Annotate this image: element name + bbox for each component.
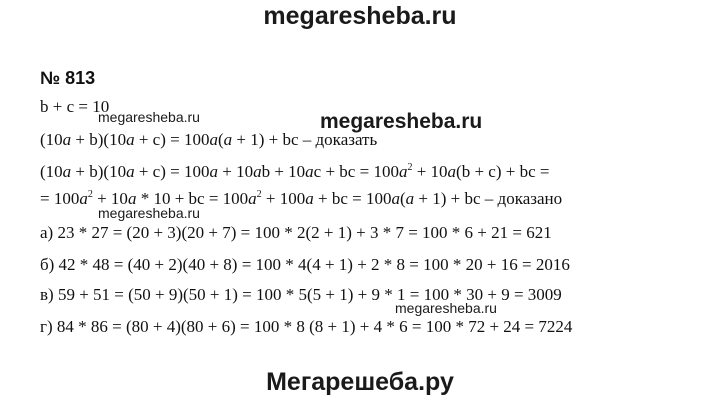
prove-line: (10a + b)(10a + c) = 100a(a + 1) + bc – доказать — [40, 130, 378, 149]
expansion-line-1: (10a + b)(10a + c) = 100a + 10ab + 10ac + bc = $100a^2 + 10a(b + c)$ + bc = — [40, 162, 550, 181]
watermark-small: megaresheba.ru — [98, 205, 200, 221]
example-b: б) 42 * 48 = (40 + 2)(40 + 8) = 100 * 4(4 + 1) + 2 * 8 = 100 * 20 + 16 = 2016 — [40, 255, 570, 274]
expansion-line-2: = $100a^2 + 10a * 10$ + bc = $100a^2 + 100a$ + bc = 100a(a + 1) + bc – доказано — [40, 189, 563, 208]
site-header: megaresheba.ru — [263, 2, 457, 30]
site-footer: Мегарешеба.ру — [266, 368, 454, 396]
example-d: г) 84 * 86 = (80 + 4)(80 + 6) = 100 * 8 (8 + 1) + 4 * 6 = 100 * 72 + 24 = 7224 — [40, 317, 573, 336]
given-line: b + c = 10 — [40, 97, 110, 116]
example-a: а) 23 * 27 = (20 + 3)(20 + 7) = 100 * 2(2 + 1) + 3 * 7 = 100 * 6 + 21 = 621 — [40, 223, 552, 242]
watermark-small: megaresheba.ru — [98, 109, 200, 125]
watermark-small: megaresheba.ru — [395, 300, 497, 316]
example-c: в) 59 + 51 = (50 + 9)(50 + 1) = 100 * 5(5 + 1) + 9 * 1 = 100 * 30 + 9 = 3009 — [40, 285, 562, 304]
watermark-big: megaresheba.ru — [320, 110, 483, 133]
problem-number: № 813 — [40, 68, 96, 88]
